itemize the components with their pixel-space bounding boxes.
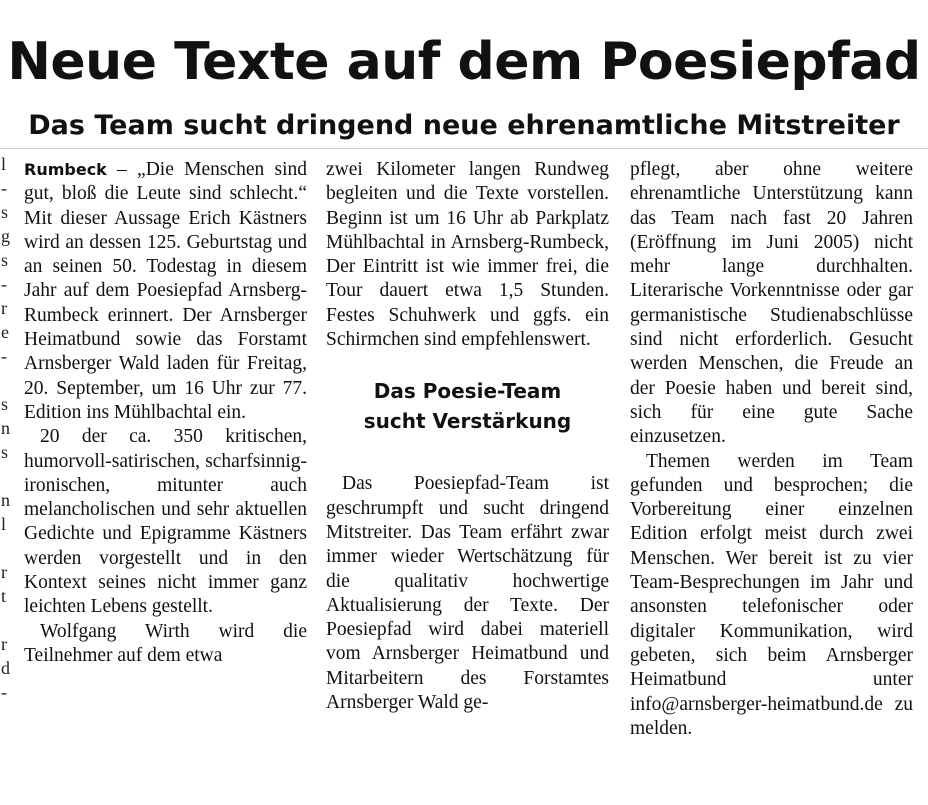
paragraph xyxy=(24,158,307,425)
column-2 xyxy=(326,158,609,805)
crosshead xyxy=(326,376,609,436)
crosshead-line: Das Poesie-Team xyxy=(373,379,562,404)
dateline: Rumbeck xyxy=(24,160,107,179)
paragraph: zwei Kilometer langen Rundweg begleiten und die Texte vorstellen. Beginn ist um 16 Uhr ab Parkplatz Mühlbachtal in Arnsberg-Rumbeck, Der Eintritt ist wie immer frei, die Tour dauert etwa 1,5 Stunden. Festes Schuhwerk und ggfs. ein Schirmchen sind empfehlenswert. xyxy=(326,159,609,351)
crosshead-line: sucht Verstärkung xyxy=(363,409,572,434)
paragraph-text: – „Die Menschen sind gut, bloß die Leute sind schlecht.“ Mit dieser Aussage Erich Kästners wird an dessen 125. Geburtstag und an seinen 50. Todestag in diesem Jahr auf dem Poesiepfad Arnsberg-Rumbeck erinnert. Der Arnsberger Heimatbund sowie das Forstamt Arnsberger Wald laden für Freitag, 20. September, um 16 Uhr zur 77. Edition ins Mühlbachtal ein. xyxy=(24,159,307,423)
paragraph: 20 der ca. 350 kritischen, humorvoll-satirischen, scharfsinnig-ironischen, mitunter auch melancholischen und sehr aktuellen Gedichte und Epigramme Kästners werden vorgestellt und in den Kontext seines nicht immer ganz leichten Lebens gestellt. xyxy=(24,426,307,618)
paragraph: Wolfgang Wirth wird die Teilnehmer auf dem etwa xyxy=(24,620,307,666)
paragraph: Das Poesiepfad-Team ist geschrumpft und sucht dringend Mitstreiter. Das Team erfährt zwar immer wieder Wertschätzung für die qualitativ hochwertige Aktualisierung der Texte. Der Poesiepfad wird dabei materiell vom Arnsberger Heimatbund und Mitarbeitern des Forstamtes Arnsberger Wald ge- xyxy=(326,473,609,714)
divider xyxy=(0,148,928,149)
paragraph: pflegt, aber ohne weitere ehrenamtliche Unterstützung kann das Team nach fast 20 Jahren (Eröffnung im Juni 2005) nicht mehr lange durchhalten. Literarische Vorkenntnisse oder gar germanistische Studienabschlüsse sind nicht erforderlich. Gesucht werden Menschen, die Freude an der Poesie haben und bereit sind, sich für eine gute Sache einzusetzen. xyxy=(630,159,913,448)
column-1 xyxy=(24,158,307,805)
cropped-left-edge: l - s g s - r e - s n s n l r t r d - xyxy=(1,154,10,702)
column-3 xyxy=(630,158,913,805)
headline: Neue Texte auf dem Poesiepfad xyxy=(7,32,921,92)
paragraph: Themen werden im Team gefunden und besprochen; die Vorbereitung einer einzelnen Edition erfolgt meist durch zwei Menschen. Wer bereit ist zu vier Team-Besprechungen im Jahr und ansonsten telefonischer oder digitaler Kommunikation, wird gebeten, sich beim Arnsberger Heimatbund unter info@arnsberger-heimatbund.de zu melden. xyxy=(630,450,913,739)
subheadline: Das Team sucht dringend neue ehrenamtliche Mitstreiter xyxy=(28,110,900,141)
